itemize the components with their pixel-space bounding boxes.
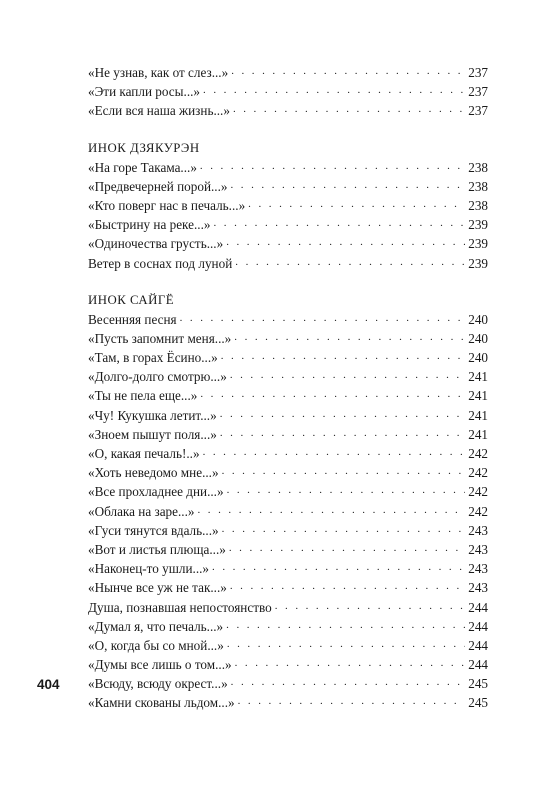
entry-page-number: 239	[468, 255, 488, 271]
dot-leader	[222, 520, 466, 539]
entry-page-number: 238	[468, 197, 488, 213]
entry-title: «Пусть запомнит меня...»	[88, 330, 232, 346]
toc-entry	[88, 367, 488, 386]
toc-entry	[88, 406, 488, 425]
dot-leader	[200, 385, 465, 404]
toc-entry	[88, 254, 488, 273]
dot-leader	[235, 654, 466, 673]
entry-title: «Там, в горах Ёсино...»	[88, 350, 218, 366]
toc-entry	[88, 63, 488, 82]
toc-entry	[88, 177, 488, 196]
entry-page-number: 241	[468, 369, 488, 385]
dot-leader	[230, 366, 465, 385]
entry-page-number: 239	[468, 236, 488, 252]
entry-page-number: 243	[468, 522, 488, 538]
toc-section	[88, 138, 488, 273]
entry-page-number: 245	[468, 695, 488, 711]
dot-leader	[248, 195, 465, 214]
entry-title: «Наконец-то ушли...»	[88, 561, 210, 577]
entry-page-number: 241	[468, 426, 488, 442]
entry-page-number: 241	[468, 388, 488, 404]
entry-page-number: 244	[468, 637, 488, 653]
entry-title: «Эти капли росы...»	[88, 84, 201, 100]
toc-entry	[88, 196, 488, 215]
dot-leader	[275, 597, 466, 616]
dot-leader	[212, 558, 465, 577]
entry-page-number: 245	[468, 676, 488, 692]
dot-leader	[227, 481, 466, 500]
entry-page-number: 244	[468, 618, 488, 634]
entry-title: Весенняя песня	[88, 311, 177, 327]
entry-title: «О, какая печаль!..»	[88, 446, 200, 461]
dot-leader	[226, 233, 465, 252]
entry-title: «Все прохладнее дни...»	[88, 484, 224, 500]
dot-leader	[213, 214, 465, 233]
dot-leader	[227, 635, 465, 654]
entry-title: «Одиночества грусть...»	[88, 236, 224, 252]
entry-page-number: 237	[468, 103, 488, 119]
toc-entry	[88, 234, 488, 253]
toc-entry	[88, 482, 488, 501]
entry-title: «Гуси тянутся вдаль...»	[88, 522, 219, 538]
entry-page-number: 238	[468, 159, 488, 175]
toc-entry	[88, 636, 488, 655]
entry-title: «Камни скованы льдом...»	[88, 695, 235, 711]
entry-title: «Облака на заре...»	[88, 503, 195, 519]
table-of-contents	[88, 63, 488, 730]
entry-title: «На горе Такама...»	[88, 159, 197, 175]
dot-leader	[226, 616, 465, 635]
entry-title: «О, когда бы со мной...»	[88, 637, 224, 653]
dot-leader	[238, 692, 466, 711]
toc-entry	[88, 578, 488, 597]
toc-entry	[88, 425, 488, 444]
entry-title: «Быстрину на реке...»	[88, 217, 211, 233]
entry-page-number: 244	[468, 657, 488, 673]
dot-leader	[233, 100, 465, 119]
dot-leader	[231, 176, 466, 195]
toc-section	[88, 63, 488, 121]
toc-entry	[88, 82, 488, 101]
entry-page-number: 243	[468, 561, 488, 577]
entry-title: «Зноем пышут поля...»	[88, 426, 217, 442]
page-number: 404	[37, 677, 60, 692]
dot-leader	[234, 328, 465, 347]
entry-title: «Кто поверг нас в печаль...»	[88, 197, 246, 213]
toc-entry	[88, 655, 488, 674]
dot-leader	[220, 405, 466, 424]
entry-page-number: 242	[468, 465, 488, 481]
entry-title: «Если вся наша жизнь...»	[88, 103, 230, 119]
dot-leader	[200, 157, 465, 176]
toc-entry	[88, 386, 488, 405]
toc-entry	[88, 559, 488, 578]
entry-page-number: 237	[468, 84, 488, 100]
entry-title: «Думы все лишь о том...»	[88, 657, 232, 673]
toc-section	[88, 290, 488, 713]
dot-leader	[220, 424, 465, 443]
entry-page-number: 242	[468, 446, 488, 461]
dot-leader	[221, 347, 465, 366]
entry-title: «Предвечерней порой...»	[88, 178, 228, 194]
dot-leader	[222, 462, 466, 481]
dot-leader	[231, 673, 466, 692]
entry-page-number: 238	[468, 178, 488, 194]
entry-page-number: 240	[468, 350, 488, 366]
entry-page-number: 243	[468, 541, 488, 557]
toc-entry	[88, 502, 488, 521]
toc-entry	[88, 310, 488, 329]
dot-leader	[198, 501, 466, 520]
dot-leader	[235, 253, 465, 272]
toc-entry	[88, 674, 488, 693]
entry-title: «Ты не пела еще...»	[88, 388, 198, 404]
toc-entry	[88, 348, 488, 367]
entry-page-number: 240	[468, 330, 488, 346]
entry-title: «Хоть неведомо мне...»	[88, 465, 219, 481]
entry-page-number: 242	[468, 503, 488, 519]
entry-page-number: 244	[468, 599, 488, 615]
toc-entry	[88, 101, 488, 120]
toc-entry	[88, 521, 488, 540]
entry-page-number: 243	[468, 580, 488, 596]
entry-page-number: 240	[468, 311, 488, 327]
toc-entry	[88, 444, 488, 463]
dot-leader	[203, 443, 466, 462]
entry-page-number: 241	[468, 407, 488, 423]
entry-title: «Всюду, всюду окрест...»	[88, 676, 228, 692]
section-title: ИНОК ДЗЯКУРЭН	[88, 140, 200, 155]
entry-title: Душа, познавшая непостоянство	[88, 599, 272, 615]
toc-entry	[88, 215, 488, 234]
dot-leader	[203, 81, 465, 100]
entry-page-number: 237	[468, 65, 488, 80]
entry-page-number: 239	[468, 217, 488, 233]
toc-entry	[88, 329, 488, 348]
toc-entry	[88, 540, 488, 559]
entry-title: «Вот и листья плюща...»	[88, 541, 226, 557]
toc-entry	[88, 598, 488, 617]
toc-entry	[88, 463, 488, 482]
entry-title: «Долго-долго смотрю...»	[88, 369, 227, 385]
dot-leader	[231, 62, 465, 81]
entry-page-number: 242	[468, 484, 488, 500]
toc-entry	[88, 617, 488, 636]
entry-title: «Нынче все уж не так...»	[88, 580, 227, 596]
dot-leader	[180, 309, 466, 328]
entry-title: «Не узнав, как от слез...»	[88, 65, 229, 80]
entry-title: Ветер в соснах под луной	[88, 255, 233, 271]
section-title: ИНОК САЙГЁ	[88, 292, 175, 307]
dot-leader	[230, 577, 465, 596]
dot-leader	[229, 539, 465, 558]
entry-title: «Думал я, что печаль...»	[88, 618, 224, 634]
entry-title: «Чу! Кукушка летит...»	[88, 407, 217, 423]
toc-entry	[88, 693, 488, 712]
toc-entry	[88, 158, 488, 177]
